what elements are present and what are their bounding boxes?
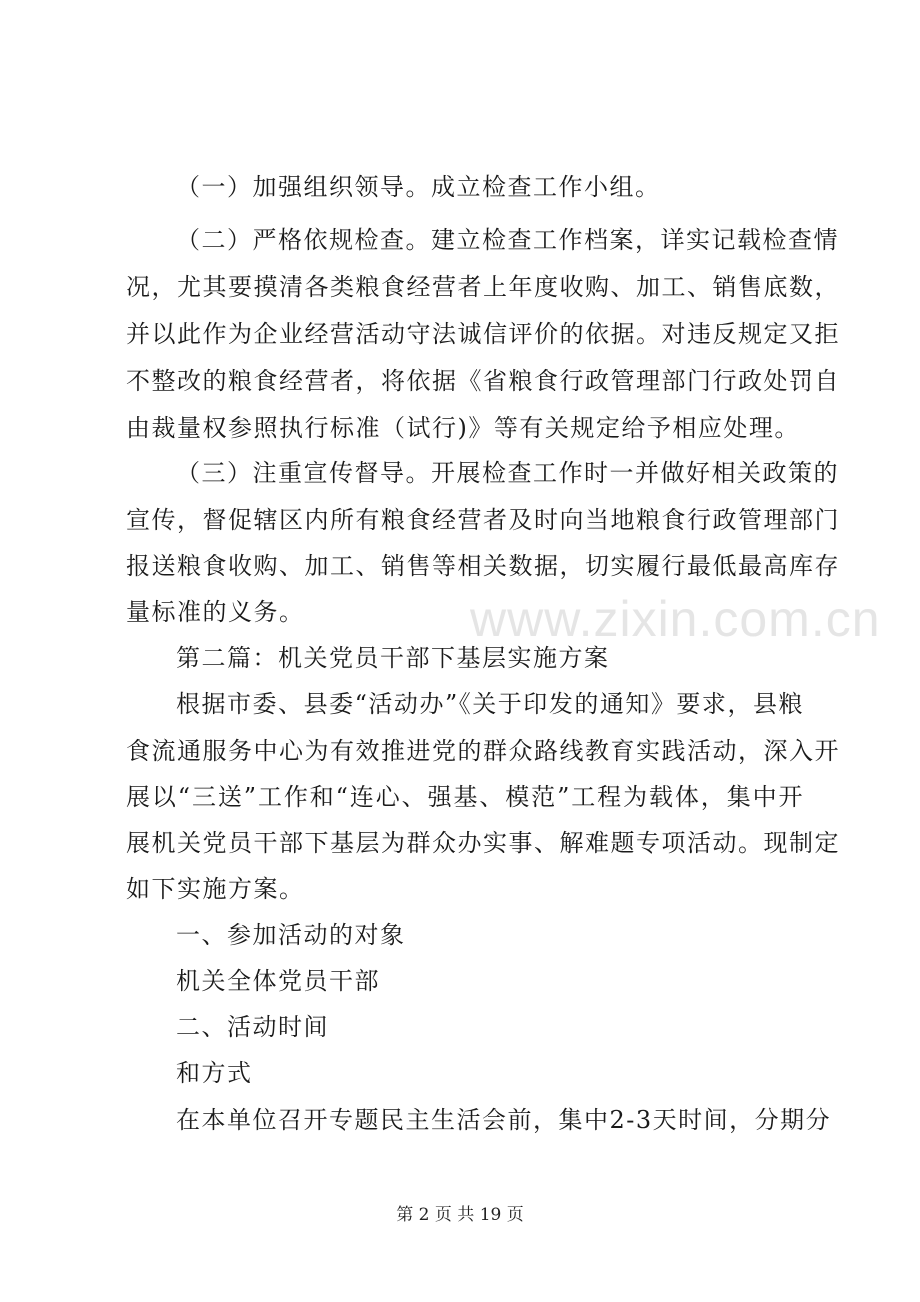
text-line: 和方式 — [176, 1059, 253, 1087]
text-line: 报送粮食收购、加工、销售等相关数据，切实履行最低最高库存 — [126, 552, 840, 580]
text-line: 根据市委、县委“活动办”《关于印发的通知》要求，县粮 — [176, 690, 804, 718]
text-line: 展以“三送”工作和“连心、强基、模范”工程为载体，集中开 — [126, 783, 804, 811]
section-heading: 一、参加活动的对象 — [176, 921, 406, 949]
text-line: 展机关党员干部下基层为群众办实事、解难题专项活动。现制定 — [126, 829, 840, 857]
text-line: 量标准的义务。 — [126, 598, 305, 626]
section-heading: 第二篇：机关党员干部下基层实施方案 — [176, 644, 610, 672]
text-line: 宣传，督促辖区内所有粮食经营者及时向当地粮食行政管理部门 — [126, 506, 840, 534]
section-heading: 二、活动时间 — [176, 1013, 329, 1041]
page-footer: 第 2 页 共 19 页 — [396, 1205, 524, 1225]
text-line: 在本单位召开专题民主生活会前，集中2-3天时间，分期分 — [176, 1106, 832, 1134]
text-line: （一）加强组织领导。成立检查工作小组。 — [176, 173, 661, 201]
text-line: 并以此作为企业经营活动守法诚信评价的依据。对违反规定又拒 — [126, 320, 840, 348]
text-line: 如下实施方案。 — [126, 875, 305, 903]
watermark: www.zixin.com.cn — [470, 591, 881, 647]
text-line: 不整改的粮食经营者，将依据《省粮食行政管理部门行政处罚自 — [126, 367, 840, 395]
text-line: 食流通服务中心为有效推进党的群众路线教育实践活动，深入开 — [126, 737, 840, 765]
text-line: 况，尤其要摸清各类粮食经营者上年度收购、加工、销售底数， — [126, 273, 840, 301]
text-line: （三）注重宣传督导。开展检查工作时一并做好相关政策的 — [176, 459, 839, 487]
text-line: 机关全体党员干部 — [176, 967, 380, 995]
text-line: （二）严格依规检查。建立检查工作档案，详实记载检查情 — [176, 226, 839, 254]
text-line: 由裁量权参照执行标准（试行)》等有关规定给予相应处理。 — [126, 414, 800, 442]
